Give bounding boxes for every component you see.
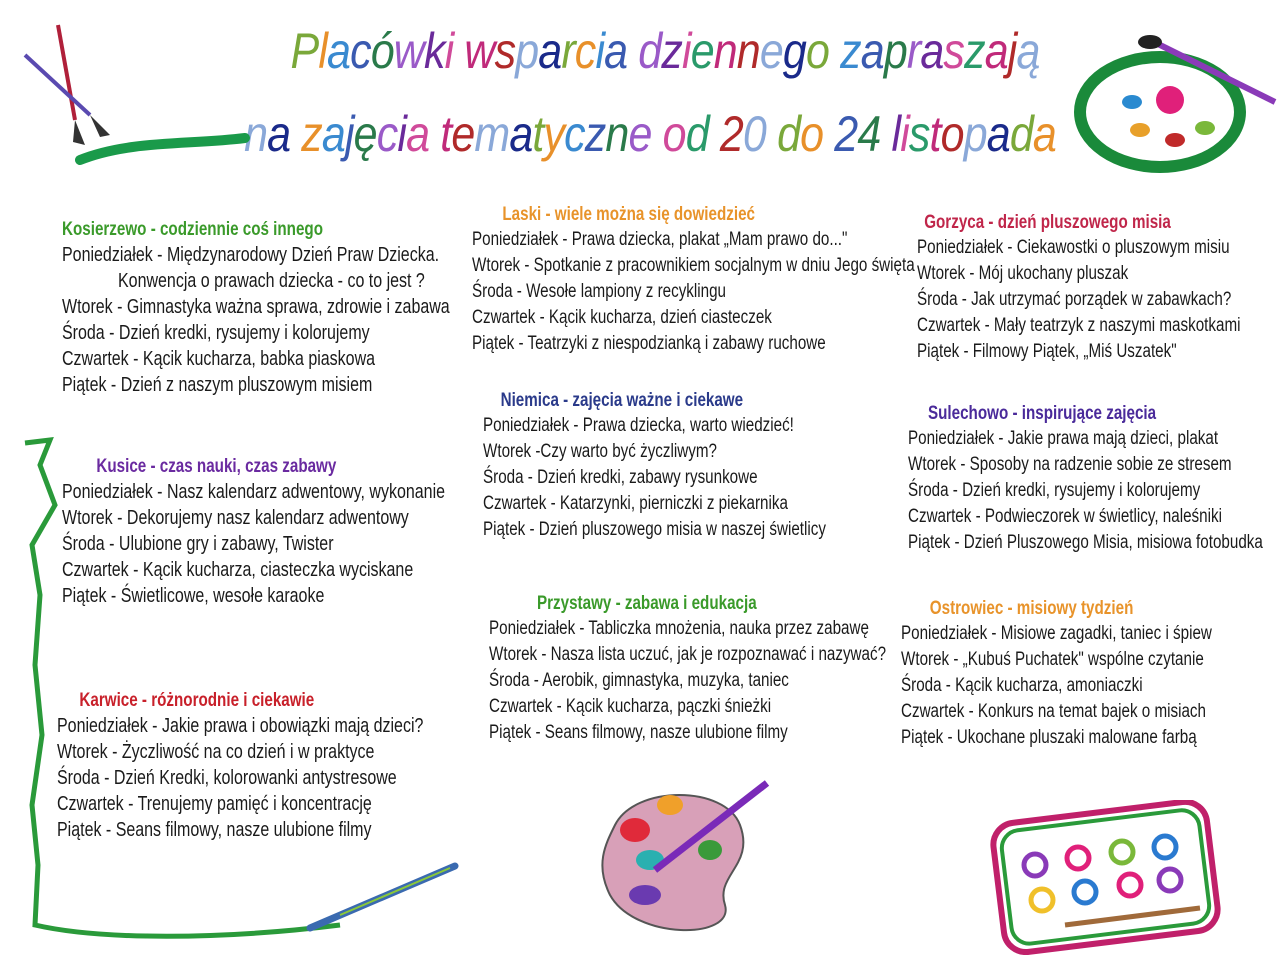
paint-palette-with-brush-icon [595,775,775,945]
schedule-line: Piątek - Seans filmowy, nasze ulubione filmy [57,819,372,841]
schedule-section [901,597,1212,751]
paintbrushes-icon [20,20,260,170]
schedule-line: Wtorek - „Kubuś Puchatek" wspólne czytanie [901,649,1204,670]
schedule-line: Środa - Kącik kucharza, amoniaczki [901,675,1143,696]
schedule-line: Poniedziałek - Ciekawostki o pluszowym misiu [917,237,1230,258]
schedule-line: Środa - Ulubione gry i zabawy, Twister [62,533,334,555]
section-heading: Laski - wiele można się dowiedzieć [502,204,755,225]
schedule-line: Poniedziałek - Prawa dziecka, plakat „Mam prawo do..." [472,229,848,250]
poster-title-line-1: Placówki wsparcia dziennego zapraszają [290,23,1040,79]
schedule-section [62,455,445,609]
schedule-line: Piątek - Filmowy Piątek, „Miś Uszatek" [917,341,1177,362]
section-heading: Gorzyca - dzień pluszowego misia [924,212,1171,233]
section-heading: Kusice - czas nauki, czas zabawy [96,456,337,477]
schedule-line: Piątek - Świetlicowe, wesołe karaoke [62,585,325,607]
schedule-line: Środa - Dzień Kredki, kolorowanki antystresowe [57,767,397,789]
schedule-line: Czwartek - Katarzynki, pierniczki z piekarnika [483,493,788,514]
schedule-line: Poniedziałek - Tabliczka mnożenia, nauka przez zabawę [489,618,869,639]
section-heading: Niemica - zajęcia ważne i ciekawe [500,390,744,411]
section-heading: Sulechowo - inspirujące zajęcia [928,403,1157,424]
schedule-line: Konwencja o prawach dziecka - co to jest ? [118,270,425,292]
schedule-line: Poniedziałek - Międzynarodowy Dzień Praw Dziecka. [62,244,440,266]
schedule-line: Piątek - Dzień z naszym pluszowym misiem [62,374,373,396]
schedule-line: Wtorek - Gimnastyka ważna sprawa, zdrowie i zabawa [62,296,450,318]
schedule-line: Czwartek - Konkurs na temat bajek o misiach [901,701,1206,722]
schedule-line: Poniedziałek - Misiowe zagadki, taniec i śpiew [901,623,1212,644]
schedule-line: Piątek - Seans filmowy, nasze ulubione filmy [489,722,788,743]
schedule-line: Wtorek -Czy warto być życzliwym? [483,441,717,462]
paint-palette-icon [1070,30,1280,180]
schedule-line: Środa - Dzień kredki, rysujemy i kolorujemy [908,480,1201,501]
section-heading: Karwice - różnorodnie i ciekawie [79,690,315,711]
schedule-line: Czwartek - Mały teatrzyk z naszymi maskotkami [917,315,1241,336]
schedule-line: Środa - Jak utrzymać porządek w zabawkach? [917,289,1232,310]
schedule-line: Środa - Wesołe lampiony z recyklingu [472,281,727,302]
schedule-line: Piątek - Ukochane pluszaki malowane farbą [901,727,1197,748]
schedule-section [908,402,1263,556]
schedule-line: Wtorek - Nasza lista uczuć, jak je rozpoznawać i nazywać? [489,644,887,665]
schedule-line: Czwartek - Kącik kucharza, dzień ciasteczek [472,307,772,328]
schedule-section [57,689,423,843]
schedule-section [917,211,1240,365]
poster-title-line-2: na zajęcia tematyczne od 20 do 24 listopada [244,106,1056,162]
schedule-line: Poniedziałek - Jakie prawa mają dzieci, plakat [908,428,1219,449]
schedule-line: Środa - Dzień kredki, zabawy rysunkowe [483,467,758,488]
schedule-line: Środa - Dzień kredki, rysujemy i kolorujemy [62,322,370,344]
pen-icon [300,858,460,938]
schedule-line: Piątek - Dzień pluszowego misia w naszej świetlicy [483,519,826,540]
schedule-line: Czwartek - Trenujemy pamięć i koncentrację [57,793,372,815]
section-heading: Przystawy - zabawa i edukacja [537,593,757,614]
section-heading: Kosierzewo - codziennie coś innego [62,219,323,240]
schedule-line: Wtorek - Spotkanie z pracownikiem socjalnym w dniu Jego święta [472,255,915,276]
schedule-line: Środa - Aerobik, gimnastyka, muzyka, taniec [489,670,789,691]
schedule-line: Poniedziałek - Jakie prawa i obowiązki mają dzieci? [57,715,424,737]
schedule-line: Wtorek - Dekorujemy nasz kalendarz adwentowy [62,507,409,529]
schedule-section [483,389,826,543]
schedule-line: Poniedziałek - Prawa dziecka, warto wiedzieć! [483,415,794,436]
schedule-line: Poniedziałek - Nasz kalendarz adwentowy, wykonanie [62,481,446,503]
schedule-section [472,203,915,357]
schedule-line: Piątek - Dzień Pluszowego Misia, misiowa fotobudka [908,532,1263,553]
watercolor-paint-box-icon [990,800,1225,955]
schedule-line: Wtorek - Mój ukochany pluszak [917,263,1129,284]
schedule-line: Piątek - Teatrzyki z niespodzianką i zabawy ruchowe [472,333,826,354]
schedule-line: Czwartek - Podwieczorek w świetlicy, naleśniki [908,506,1222,527]
schedule-section [62,218,450,398]
schedule-line: Wtorek - Sposoby na radzenie sobie ze stresem [908,454,1232,475]
schedule-line: Czwartek - Kącik kucharza, babka piaskowa [62,348,376,370]
schedule-line: Czwartek - Kącik kucharza, pączki śnieżki [489,696,772,717]
schedule-line: Czwartek - Kącik kucharza, ciasteczka wyciskane [62,559,414,581]
schedule-line: Wtorek - Życzliwość na co dzień i w praktyce [57,741,375,763]
schedule-section [489,592,886,746]
section-heading: Ostrowiec - misiowy tydzień [929,598,1134,619]
